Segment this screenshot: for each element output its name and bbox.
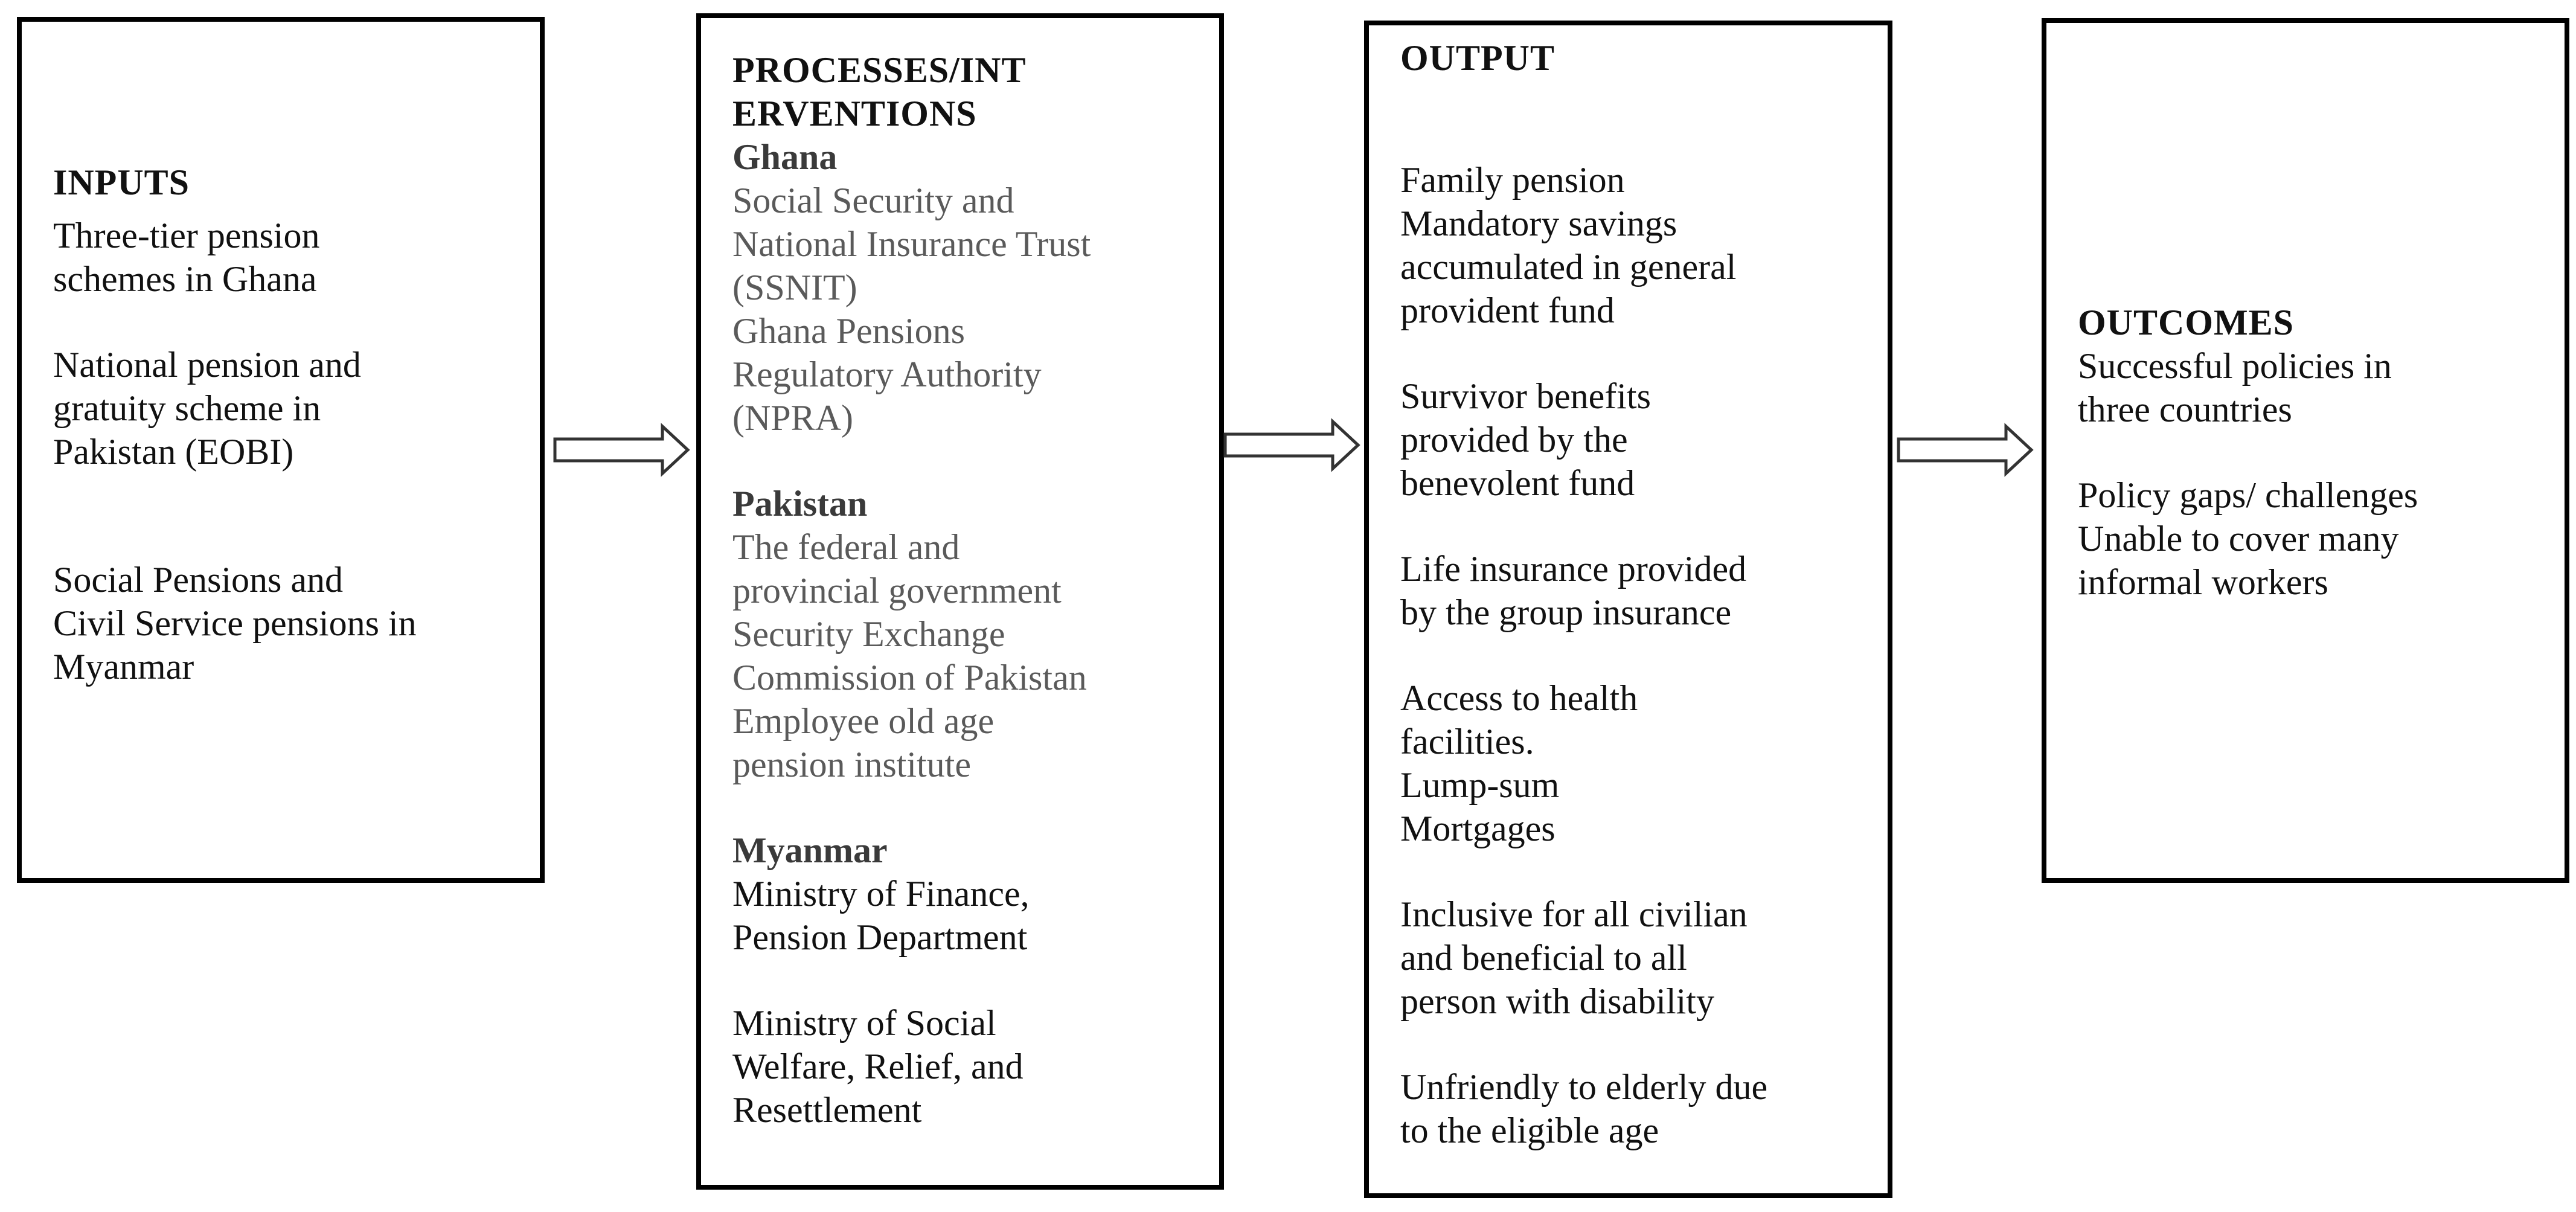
inputs-line: schemes in Ghana bbox=[53, 259, 317, 299]
outcomes-line: informal workers bbox=[2078, 562, 2328, 602]
pakistan-line: pension institute bbox=[732, 745, 971, 784]
hollow-right-arrow-icon bbox=[1896, 423, 2035, 477]
output-line: Life insurance provided bbox=[1400, 549, 1747, 589]
processes-box bbox=[696, 13, 1224, 1190]
inputs-line: gratuity scheme in bbox=[53, 388, 321, 428]
output-line: Inclusive for all civilian bbox=[1400, 894, 1748, 934]
ghana-line: Regulatory Authority bbox=[732, 354, 1042, 394]
pakistan-line: Employee old age bbox=[732, 701, 995, 741]
inputs-line: Pakistan (EOBI) bbox=[53, 432, 294, 472]
inputs-box bbox=[17, 17, 545, 883]
outcomes-line: three countries bbox=[2078, 390, 2292, 429]
inputs-content bbox=[53, 161, 417, 688]
inputs-line: Three-tier pension bbox=[53, 216, 320, 255]
output-line: Access to health bbox=[1400, 678, 1638, 718]
myanmar-line: Ministry of Social bbox=[732, 1003, 996, 1043]
output-line: provided by the bbox=[1400, 420, 1628, 460]
inputs-line: Myanmar bbox=[53, 647, 194, 687]
pakistan-line: provincial government bbox=[732, 571, 1062, 611]
output-line: Family pension bbox=[1400, 160, 1625, 200]
processes-heading-line2: ERVENTIONS bbox=[732, 94, 977, 133]
output-line: benevolent fund bbox=[1400, 463, 1635, 503]
output-line: accumulated in general bbox=[1400, 247, 1737, 287]
processes-heading-line1: PROCESSES/INT bbox=[732, 50, 1027, 90]
pakistan-line: Commission of Pakistan bbox=[732, 658, 1087, 697]
output-line: Unfriendly to elderly due bbox=[1400, 1067, 1768, 1107]
myanmar-line: Welfare, Relief, and bbox=[732, 1047, 1024, 1086]
hollow-right-arrow-icon bbox=[553, 423, 691, 477]
outcomes-line: Policy gaps/ challenges bbox=[2078, 475, 2418, 515]
outcomes-line: Unable to cover many bbox=[2078, 519, 2399, 559]
myanmar-title: Myanmar bbox=[732, 830, 888, 870]
output-line: Mortgages bbox=[1400, 809, 1556, 848]
output-line: person with disability bbox=[1400, 981, 1714, 1021]
ghana-line: Ghana Pensions bbox=[732, 311, 965, 351]
outcomes-heading: OUTCOMES bbox=[2078, 303, 2295, 342]
output-line: and beneficial to all bbox=[1400, 938, 1687, 978]
inputs-heading: INPUTS bbox=[53, 162, 190, 202]
inputs-line: Social Pensions and bbox=[53, 560, 343, 600]
output-line: provident fund bbox=[1400, 290, 1615, 330]
output-line: by the group insurance bbox=[1400, 592, 1732, 632]
inputs-line: National pension and bbox=[53, 345, 361, 385]
processes-content bbox=[732, 48, 1091, 1132]
output-line: Survivor benefits bbox=[1400, 376, 1651, 416]
hollow-right-arrow-icon bbox=[1223, 418, 1362, 472]
ghana-title: Ghana bbox=[732, 137, 838, 177]
myanmar-line: Pension Department bbox=[732, 917, 1028, 957]
pakistan-title: Pakistan bbox=[732, 484, 868, 524]
outcomes-content bbox=[2078, 301, 2418, 604]
output-line: to the eligible age bbox=[1400, 1111, 1659, 1150]
output-heading: OUTPUT bbox=[1400, 38, 1556, 78]
output-line: Lump-sum bbox=[1400, 765, 1560, 805]
pakistan-line: Security Exchange bbox=[732, 614, 1005, 654]
myanmar-line: Resettlement bbox=[732, 1090, 922, 1130]
ghana-line: National Insurance Trust bbox=[732, 224, 1091, 264]
output-line: Mandatory savings bbox=[1400, 204, 1677, 243]
ghana-line: (NPRA) bbox=[732, 398, 854, 438]
myanmar-line: Ministry of Finance, bbox=[732, 874, 1030, 914]
inputs-line: Civil Service pensions in bbox=[53, 603, 417, 643]
pakistan-line: The federal and bbox=[732, 527, 960, 567]
ghana-line: Social Security and bbox=[732, 181, 1014, 220]
ghana-line: (SSNIT) bbox=[732, 268, 857, 307]
output-line: facilities. bbox=[1400, 722, 1534, 762]
outcomes-box bbox=[2042, 18, 2569, 883]
outcomes-line: Successful policies in bbox=[2078, 346, 2392, 386]
output-box bbox=[1364, 21, 1892, 1198]
output-content bbox=[1400, 36, 1767, 1152]
